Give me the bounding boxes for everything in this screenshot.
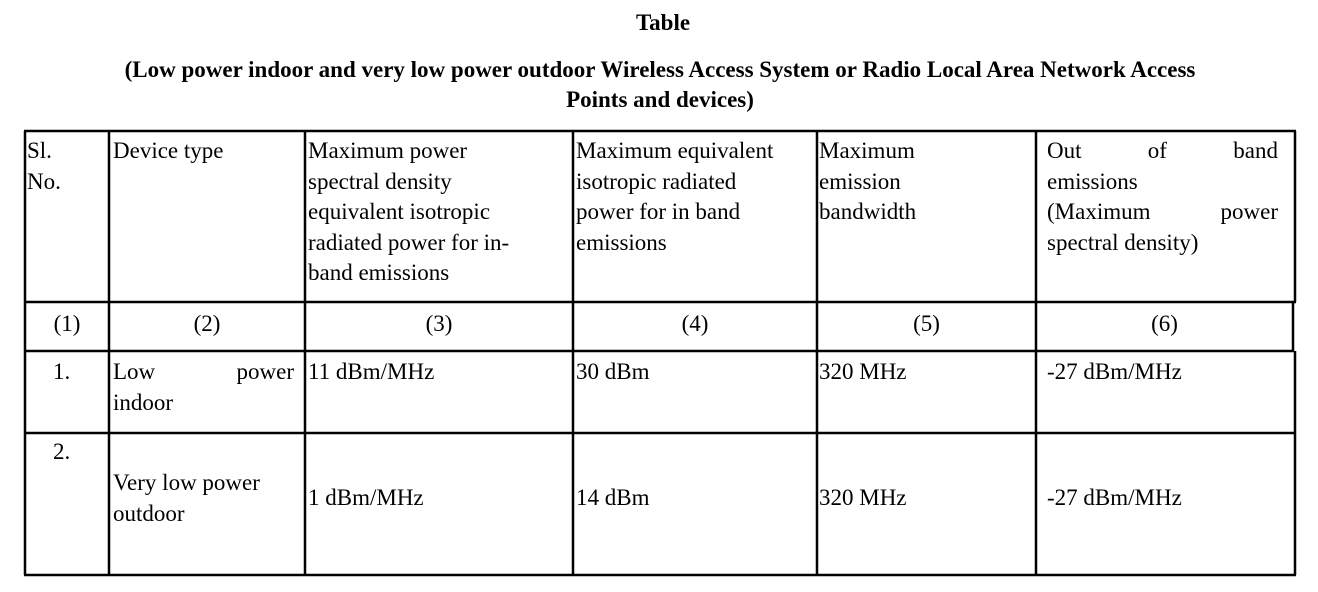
row-1-device-type: Low power indoor [113,359,294,415]
header-max-psd: Maximum power spectral density equivalent isotropic radiated power for in- band emissions [308,138,510,285]
header-max-bandwidth: Maximum emission bandwidth [819,138,917,224]
row-2-out-of-band: -27 dBm/MHz [1047,485,1182,510]
table-subtitle [10,55,1310,115]
column-number-2: (2) [193,311,221,336]
row-1-sl-no: 1. [53,359,71,384]
row-2-max-bandwidth: 320 MHz [819,485,907,510]
column-number-3: (3) [425,311,453,336]
table-title: Table [635,10,691,35]
row-1-max-eirp: 30 dBm [576,359,650,384]
row-2-max-psd: 1 dBm/MHz [308,485,424,510]
header-sl-no: Sl. No. [27,138,61,194]
row-1-out-of-band: -27 dBm/MHz [1047,359,1182,384]
row-2-device-type: Very low power outdoor [113,470,260,526]
header-device-type: Device type [113,138,224,163]
row-2-sl-no: 2. [53,439,71,464]
column-number-5: (5) [913,311,940,336]
header-max-eirp: Maximum equivalent isotropic radiated power for in band emissions [576,138,774,255]
row-1-max-bandwidth: 320 MHz [819,359,907,384]
header-out-of-band: Out of band emissions (Maximum power spectral density) [1047,138,1278,255]
subtitle-line-2: Points and devices) [566,87,754,112]
column-number-4: (4) [681,311,709,336]
row-2-max-eirp: 14 dBm [576,485,650,510]
row-1-max-psd: 11 dBm/MHz [308,359,435,384]
subtitle-line-1: (Low power indoor and very low power outdoor Wireless Access System or Radio Local Area Network Access [124,57,1196,82]
column-number-1: (1) [53,311,81,336]
column-number-6: (6) [1151,311,1178,336]
